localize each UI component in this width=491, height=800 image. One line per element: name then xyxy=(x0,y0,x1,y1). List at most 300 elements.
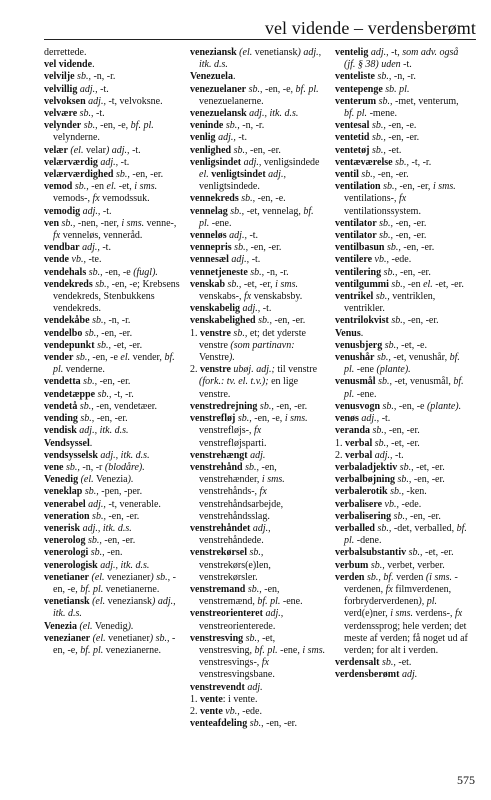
dictionary-entry xyxy=(335,376,471,400)
entry-text: -t, -r. xyxy=(408,156,432,168)
grammar-note: (fugl). xyxy=(130,266,158,278)
entry-text: venderne. xyxy=(63,364,105,376)
grammar-note: vb., xyxy=(372,254,389,266)
entry-text: -ede. xyxy=(398,498,422,510)
grammar-note: sb., xyxy=(370,425,387,437)
dictionary-entry xyxy=(335,474,471,486)
grammar-note: (el. xyxy=(236,47,253,58)
entry-text: filmverdenen, forbryderverdenen xyxy=(344,583,452,608)
entry-text: -et. xyxy=(395,657,412,669)
dictionary-entry xyxy=(335,230,471,242)
entry-text: Venedig xyxy=(92,620,128,632)
grammar-note: (som partinavn: xyxy=(227,339,295,351)
grammar-note: fx xyxy=(241,291,252,303)
dictionary-entry xyxy=(44,279,180,316)
grammar-note: bf. pl. xyxy=(252,644,278,656)
grammar-note: ubøj. adj.; xyxy=(230,364,275,376)
entry-text: -n, -r. xyxy=(105,315,131,327)
headword: verbal xyxy=(345,449,373,461)
entry-text: . xyxy=(232,71,236,83)
headword: venstrehængt xyxy=(190,449,248,461)
grammar-note: i sms. xyxy=(118,217,145,229)
grammar-note: sb., xyxy=(379,657,396,669)
dictionary-entry xyxy=(190,120,326,132)
entry-text: -t. xyxy=(379,413,391,425)
entry-text: -verdenen, xyxy=(344,571,458,595)
headword: vente xyxy=(200,705,223,717)
entry-text: verdenssprog; hele verden; det meste af verden; få noget ud af verden; for alt i verden. xyxy=(344,620,468,656)
headword: ventilator xyxy=(335,217,377,229)
dictionary-entry xyxy=(335,547,471,559)
dictionary-entry xyxy=(190,682,326,694)
dictionary-entry xyxy=(44,511,180,523)
grammar-note: sb., xyxy=(82,486,99,498)
grammar-note: adj., xyxy=(372,449,393,461)
dictionary-entry xyxy=(335,511,471,523)
headword: ventilgummi xyxy=(335,278,389,290)
grammar-note: sb., xyxy=(376,217,394,229)
entry-text: velynderne. xyxy=(53,132,100,144)
headword: velvilje xyxy=(44,71,75,83)
header-rule xyxy=(44,39,476,40)
entry-columns xyxy=(44,47,476,763)
grammar-note: vb., xyxy=(69,254,86,266)
entry-text: et; det yderste venstre xyxy=(199,327,306,351)
entry-text: -t. xyxy=(249,254,261,266)
entry-text: venne-, xyxy=(144,217,177,229)
entry-text: en lige venstre. xyxy=(199,376,299,400)
headword: venstreorienteret xyxy=(190,608,263,620)
dictionary-entry xyxy=(190,462,326,523)
dictionary-entry xyxy=(190,157,326,194)
dictionary-entry xyxy=(190,364,326,401)
dictionary-entry xyxy=(44,486,180,498)
dictionary-entry xyxy=(44,340,180,352)
grammar-note: sb., xyxy=(94,339,111,351)
headword: vendetæppe xyxy=(44,388,96,400)
grammar-note: sb., xyxy=(369,132,386,144)
entry-text: -en, -er. xyxy=(407,510,441,522)
grammar-note: sb., xyxy=(231,144,248,156)
grammar-note: (plante). xyxy=(374,364,411,376)
entry-text: -en, -e, xyxy=(251,413,283,425)
grammar-note: sb., xyxy=(247,547,264,559)
dictionary-entry xyxy=(44,523,180,535)
dictionary-entry xyxy=(190,303,326,315)
headword: venusmål xyxy=(335,376,376,388)
grammar-note: sb., xyxy=(153,632,170,644)
dictionary-entry xyxy=(190,108,326,120)
grammar-note: adj., itk. d.s. xyxy=(76,425,129,437)
entry-text: -t. xyxy=(129,144,141,156)
dictionary-entry xyxy=(190,328,326,365)
grammar-note: sb., xyxy=(77,413,95,425)
grammar-note: sb., xyxy=(72,181,89,193)
grammar-note: sb., xyxy=(376,230,394,242)
entry-text: -pen, -per. xyxy=(98,486,143,498)
entry-text: -en, -er, xyxy=(396,181,431,193)
grammar-note: sb., xyxy=(92,278,110,290)
headword: venøs xyxy=(335,413,359,425)
dictionary-entry xyxy=(44,450,180,462)
headword: venligtsindet xyxy=(208,169,266,181)
dictionary-entry xyxy=(190,608,326,632)
headword: ventrikel xyxy=(335,291,374,303)
headword: venterum xyxy=(335,95,377,107)
dictionary-entry xyxy=(335,340,471,352)
entry-text: -et, xyxy=(116,181,132,193)
headword: verbal xyxy=(345,437,373,449)
headword: verbaladjektiv xyxy=(335,461,398,473)
entry-text: -et, -e. xyxy=(398,339,427,351)
dictionary-entry xyxy=(335,315,471,327)
dictionary-entry xyxy=(190,71,326,83)
entry-text: -en xyxy=(88,181,105,193)
column-3 xyxy=(335,47,471,682)
grammar-note: adj., xyxy=(241,156,262,168)
grammar-note: bf. pl. xyxy=(293,83,319,95)
entry-text: . xyxy=(92,59,95,71)
headword: verbalbøjning xyxy=(335,474,396,486)
dictionary-entry xyxy=(44,462,180,474)
dictionary-entry xyxy=(335,438,471,450)
grammar-note: sb., xyxy=(82,327,99,339)
dictionary-entry xyxy=(335,572,471,657)
grammar-note: sb., xyxy=(231,242,249,254)
entry-text: -et, venusmål, xyxy=(391,376,451,388)
headword: venerabel xyxy=(44,498,86,510)
headword: vendbar xyxy=(44,242,80,254)
grammar-note: sb., xyxy=(245,583,262,595)
entry-text: -en, -e, xyxy=(53,571,176,595)
grammar-note: ) xyxy=(152,596,156,608)
entry-text: -en, vendetæer. xyxy=(93,400,158,412)
grammar-note: adj., xyxy=(109,144,130,156)
headword: venskabelig xyxy=(190,303,241,315)
headword: ventetid xyxy=(335,132,370,144)
grammar-note: el. xyxy=(104,181,117,193)
dictionary-entry xyxy=(190,267,326,279)
headword: venezianer xyxy=(44,632,91,644)
grammar-note: sb., xyxy=(153,571,171,583)
headword: ven xyxy=(44,217,59,229)
entry-text: -ene. xyxy=(354,388,377,400)
grammar-note: (el. xyxy=(67,144,84,156)
headword: velær xyxy=(44,144,68,156)
entry-text: -t. xyxy=(400,59,412,71)
headword: veneration xyxy=(44,510,90,522)
grammar-note: adj., xyxy=(215,132,236,144)
dictionary-entry xyxy=(335,242,471,254)
dictionary-entry xyxy=(44,401,180,413)
entry-text: venstresvingsbane. xyxy=(199,669,275,681)
dictionary-entry xyxy=(44,169,180,181)
entry-text: -ede. xyxy=(388,254,412,266)
entry-text: venezuelanerne. xyxy=(199,95,264,107)
dictionary-entry xyxy=(190,84,326,108)
dictionary-entry xyxy=(44,499,180,511)
grammar-note: adj., itk. d.s. xyxy=(246,108,299,120)
grammar-note: bf. pl. xyxy=(344,352,460,376)
grammar-note: fx xyxy=(53,230,61,242)
headword: venstremand xyxy=(190,583,246,595)
dictionary-entry xyxy=(44,254,180,266)
entry-text: -en, -er. xyxy=(247,144,281,156)
grammar-note: (el. xyxy=(76,620,93,632)
headword: vendehals xyxy=(44,266,87,278)
grammar-note: sb., xyxy=(380,181,397,193)
headword: venlig xyxy=(190,132,216,144)
headword: verbalerotik xyxy=(335,486,388,498)
grammar-note: adj., itk. d.s. xyxy=(53,596,176,620)
entry-text: -et. xyxy=(385,144,402,156)
dictionary-entry xyxy=(190,145,326,157)
grammar-note: sb., xyxy=(358,169,376,181)
dictionary-entry xyxy=(335,169,471,181)
grammar-note: ). xyxy=(127,474,134,486)
grammar-note: sb., xyxy=(88,547,105,559)
dictionary-entry xyxy=(335,145,471,157)
entry-text: venetiansk xyxy=(252,47,298,58)
headword: venligsindet xyxy=(190,156,242,168)
headword: vendisk xyxy=(44,425,77,437)
grammar-note: ) xyxy=(149,632,154,644)
grammar-note: adj. xyxy=(244,681,263,693)
dictionary-entry xyxy=(335,96,471,120)
dictionary-entry xyxy=(335,71,471,83)
dictionary-entry xyxy=(335,84,471,96)
grammar-note: adj., itk. d.s. xyxy=(97,559,150,571)
entry-text: -en, -er. xyxy=(405,315,439,327)
grammar-note: el. xyxy=(199,169,209,181)
dictionary-entry xyxy=(44,572,180,596)
entry-text: veneziansk xyxy=(105,596,153,608)
dictionary-entry xyxy=(190,206,326,230)
dictionary-entry xyxy=(335,218,471,230)
entry-text: -en, -er. xyxy=(129,169,164,181)
dictionary-entry xyxy=(190,132,326,144)
grammar-note: sb., xyxy=(113,169,130,181)
entry-text: -en, -e. xyxy=(385,120,417,132)
headword: venusbjerg xyxy=(335,339,383,351)
dictionary-entry xyxy=(44,438,180,450)
grammar-note: sb., xyxy=(395,474,412,486)
grammar-note: fx xyxy=(452,608,463,620)
dictionary-entry xyxy=(335,560,471,572)
grammar-note: fx xyxy=(383,583,393,595)
entry-text: -ede. xyxy=(239,705,262,717)
entry-text: . xyxy=(360,327,364,339)
entry-text: -en, -e, xyxy=(53,632,176,656)
entry-text: verden xyxy=(393,571,424,583)
headword: veneziansk xyxy=(190,47,237,58)
dictionary-entry xyxy=(335,669,471,681)
headword: venskab xyxy=(190,278,226,290)
headword: velvoksen xyxy=(44,95,86,107)
entry-text: verbet, verber. xyxy=(384,559,445,571)
headword: venneløs xyxy=(190,230,227,242)
headword: velvære xyxy=(44,108,78,120)
entry-text: -t. xyxy=(246,230,259,242)
dictionary-entry xyxy=(335,132,471,144)
entry-text: -en, -er. xyxy=(385,132,420,144)
headword: ventetøj xyxy=(335,144,370,156)
dictionary-entry xyxy=(335,291,471,315)
headword: venstrekørsel xyxy=(190,547,248,559)
grammar-note: ). xyxy=(229,352,235,364)
entry-text: -et, -er, xyxy=(241,278,273,290)
entry-text: -t. xyxy=(392,449,404,461)
entry-text: -met, venterum, xyxy=(392,95,459,107)
headword: venstrefløj xyxy=(190,413,236,425)
grammar-note: adj., xyxy=(265,169,286,181)
entry-text: -ene, xyxy=(277,644,300,656)
headword: vennekreds xyxy=(190,193,239,205)
dictionary-entry xyxy=(335,120,471,132)
dictionary-entry xyxy=(44,120,180,144)
headword: vennelag xyxy=(190,205,228,217)
headword: vennepris xyxy=(190,242,232,254)
headword: venushår xyxy=(335,352,375,364)
dictionary-entry xyxy=(44,96,180,108)
grammar-note: sb., xyxy=(375,522,392,534)
dictionary-entry xyxy=(335,254,471,266)
grammar-note: adj., xyxy=(358,413,380,425)
dictionary-entry xyxy=(335,450,471,462)
headword: venezuelaner xyxy=(190,83,247,95)
headword: venstrehånd xyxy=(190,461,243,473)
headword: veninde xyxy=(190,120,224,132)
entry-text: -en, -er. xyxy=(263,718,297,730)
grammar-note: sb., xyxy=(381,266,398,278)
headword: veneklap xyxy=(44,486,83,498)
entry-text: -en. xyxy=(104,547,123,559)
grammar-note: i sms. xyxy=(430,181,456,193)
grammar-note: adj., xyxy=(226,230,247,242)
grammar-note: (plante). xyxy=(424,400,462,412)
dictionary-entry xyxy=(190,706,326,718)
grammar-note: sb., xyxy=(227,205,245,217)
entry-text: -n, -r xyxy=(79,461,103,473)
headword: ventepenge xyxy=(335,83,383,95)
grammar-note: sb., xyxy=(243,632,260,644)
headword: verballed xyxy=(335,522,375,534)
entry-text: -t. xyxy=(97,83,109,95)
dictionary-entry xyxy=(44,181,180,205)
headword: vendekåbe xyxy=(44,315,90,327)
entry-text: -en xyxy=(405,278,421,290)
entry-text: venstrefløjsparti. xyxy=(199,437,267,449)
dictionary-entry xyxy=(190,47,326,71)
entry-text: -en, -er. xyxy=(94,413,128,425)
grammar-note: i sms. xyxy=(131,181,158,193)
entry-text: -en, -er. xyxy=(273,400,308,412)
grammar-note: i sms. xyxy=(299,644,326,656)
dictionary-entry xyxy=(190,450,326,462)
entry-text: vemods-, xyxy=(53,193,90,205)
entry-text: -en, -er. xyxy=(105,510,140,522)
grammar-note: sb., xyxy=(77,108,94,120)
dictionary-entry xyxy=(44,108,180,120)
entry-text: -en, -er. xyxy=(97,376,131,388)
grammar-note: sb., xyxy=(369,120,386,132)
dictionary-entry xyxy=(335,47,471,71)
entry-text: venstresvings-, xyxy=(199,657,260,669)
grammar-note: ). xyxy=(127,620,134,632)
entry-text: -n, -r. xyxy=(264,266,289,278)
grammar-note: (i sms. xyxy=(423,571,452,583)
entry-text: -t. xyxy=(235,132,247,144)
entry-text: vemodssuk. xyxy=(99,193,150,205)
grammar-note: sb., xyxy=(238,193,256,205)
entry-text: -en, -er. xyxy=(375,169,409,181)
dictionary-entry xyxy=(44,71,180,83)
dictionary-entry xyxy=(44,389,180,401)
entry-text: -ene. xyxy=(209,217,232,229)
headword: ventil xyxy=(335,169,359,181)
entry-text: -te. xyxy=(85,254,102,266)
grammar-note: sb., xyxy=(89,510,106,522)
headword: velvillig xyxy=(44,83,78,95)
grammar-note: adj., xyxy=(228,254,250,266)
headword: vel vidende xyxy=(44,59,93,71)
entry-text: verd(e)ner, xyxy=(344,608,388,620)
grammar-note: sb., xyxy=(95,388,112,400)
entry-text: verdens-, xyxy=(413,608,453,620)
entry-text: -en, -e, xyxy=(97,120,129,132)
entry-text: venskabsby. xyxy=(251,291,303,303)
grammar-note: sb., xyxy=(380,400,397,412)
entry-text: -en, -e xyxy=(89,352,118,364)
entry-text: -t. xyxy=(99,242,111,254)
dictionary-entry xyxy=(335,267,471,279)
headword: Venezuela xyxy=(190,71,233,83)
dictionary-entry xyxy=(335,486,471,498)
entry-text: venstrefløjs-, xyxy=(199,425,252,437)
headword: venusvogn xyxy=(335,400,381,412)
grammar-note: bf. pl. xyxy=(53,352,175,376)
grammar-note: adj. xyxy=(399,669,418,681)
grammar-note: i sms. xyxy=(272,278,298,290)
headword: Vendsyssel xyxy=(44,437,90,449)
grammar-note: sb., xyxy=(81,120,98,132)
grammar-note: sb., xyxy=(223,120,240,132)
grammar-note: adj. xyxy=(247,449,266,461)
dictionary-entry xyxy=(44,376,180,388)
entry-text: -en, -e. xyxy=(255,193,286,205)
grammar-note: adj., xyxy=(262,608,284,620)
entry-text: -et, vennelag, xyxy=(244,205,301,217)
dictionary-entry xyxy=(335,352,471,376)
entry-text: -en, -er. xyxy=(411,474,445,486)
grammar-note: sb., xyxy=(255,315,272,327)
entry-text: -en, -e, xyxy=(262,83,294,95)
entry-text: -et, -er. xyxy=(432,278,464,290)
dictionary-entry xyxy=(190,413,326,450)
headword: verbalisere xyxy=(335,498,383,510)
grammar-note: bf. pl. xyxy=(77,583,104,595)
grammar-note: bf. pl. xyxy=(254,596,281,608)
headword: vendetta xyxy=(44,376,81,388)
headword: venstredrejning xyxy=(190,400,258,412)
entry-text: Venezia xyxy=(93,474,128,486)
dictionary-entry xyxy=(335,425,471,437)
entry-text: 1. xyxy=(335,437,345,449)
headword: vene xyxy=(44,461,64,473)
dictionary-entry xyxy=(335,181,471,218)
grammar-note: sb., xyxy=(247,718,264,730)
grammar-note: vb., xyxy=(382,498,399,510)
